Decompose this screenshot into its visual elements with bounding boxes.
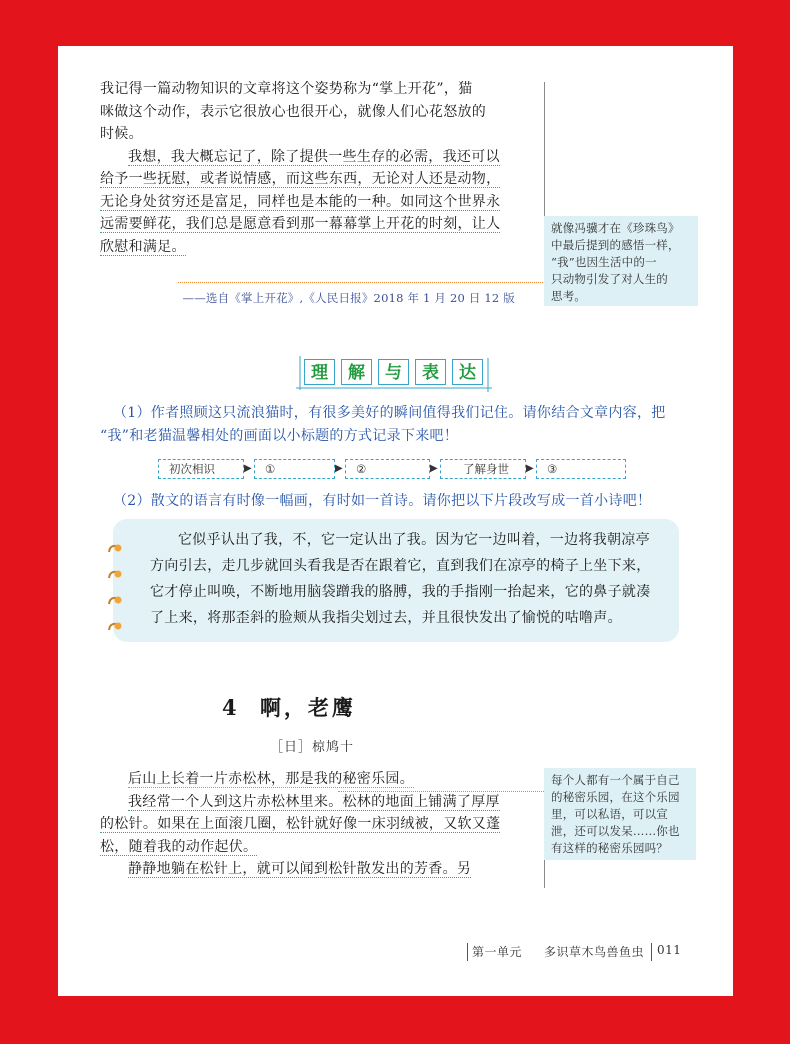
question-line: “我”和老猫温馨相处的画面以小标题的方式记录下来吧！ [100,428,459,444]
note-line: 就像冯骥才在《珍珠鸟》 [551,221,680,235]
passage-line: 无论身处贫穷还是富足，同样也是本能的一种。如同这个世界永 [100,193,501,210]
page-number: 011 [657,943,682,957]
section-char: 解 [341,359,372,385]
flow-chart [58,459,733,481]
flow-arrow: ▶ [430,463,438,474]
question-2: （2）散文的语言有时像一幅画，有时如一首诗。请你把以下片段改写成一首小诗吧！ [113,493,652,509]
card-line: 它似乎认出了我，不，它一定认出了我。因为它一边叫着，一边将我朝凉亭 [178,532,650,548]
passage-line: 松，随着我的动作起伏。 [100,838,258,855]
binder-ring-icon [107,595,123,607]
passage-line: 的松针。如果在上面滚几圈，松针就好像一床羽绒被，又软又蓬 [100,816,501,832]
card-line: 它才停止叫唤，不断地用脑袋蹭我的胳膊，我的手指刚一抬起来，它的鼻子就凑 [150,584,651,600]
side-note-upper [544,216,698,306]
passage-line: 后山上长着一片赤松林，那是我的秘密乐园。 [128,771,414,787]
flow-arrow: ▶ [526,463,534,474]
passage-line: 咪做这个动作，表示它很放心也很开心，就像人们心花怒放的 [100,103,487,120]
lesson-author: ［日］椋鸠十 [270,740,355,755]
note-line: 思考。 [551,289,587,303]
passage-line: 远需要鲜花，我们总是愿意看到那一幕幕掌上开花的时刻，让人 [100,216,501,232]
section-char: 理 [304,359,335,385]
footer-divider [467,943,468,961]
flow-step: ② [345,459,430,479]
textbook-page [58,46,733,996]
passage-line: 我想，我大概忘记了，除了提供一些生存的必需，我还可以 [128,148,500,165]
flow-step: ③ [536,459,626,479]
question-1 [100,402,713,448]
note-line: 的秘密乐园，在这个乐园 [551,790,680,804]
passage-line: 欣慰和满足。 [100,238,186,255]
passage-card [113,519,679,642]
flow-step: ① [254,459,335,479]
section-char: 达 [452,359,483,385]
upper-passage [100,78,540,258]
passage-line: 我记得一篇动物知识的文章将这个姿势称为“掌上开花”，猫 [100,81,473,97]
note-line: 只动物引发了对人生的 [551,272,668,286]
binder-ring-icon [107,543,123,555]
flow-step: 了解身世 [440,459,526,479]
passage-line: 静静地躺在松针上，就可以闻到松针散发出的芳香。另 [128,861,472,877]
binder-ring-icon [107,621,123,633]
flow-step: 初次相识 [158,459,244,479]
footer-unit-title: 多识草木鸟兽鱼虫 [544,945,645,959]
passage-line: 时候。 [100,126,143,142]
passage-line: 我经常一个人到这片赤松林里来。松林的地面上铺满了厚厚 [128,793,500,810]
note-line: 里，可以私语，可以宣 [551,807,668,821]
lesson-title [222,692,356,722]
leader-line [178,282,545,283]
side-note-lesson [544,768,696,860]
lesson-passage [100,768,540,881]
source-citation: ——选自《掌上开花》,《人民日报》2018 年 1 月 20 日 12 版 [182,291,515,305]
section-header [296,356,492,392]
footer-divider [651,943,652,961]
flow-arrow: ▶ [244,463,252,474]
note-line: 有这样的秘密乐园吗？ [551,841,668,855]
binder-ring-icon [107,569,123,581]
lesson-title-text: 啊，老鹰 [259,695,356,720]
passage-line: 给予一些抚慰，或者说情感，而这些东西，无论对人还是动物， [100,171,501,187]
note-line: “我”也因生活中的一 [551,255,657,269]
question-line: （1）作者照顾这只流浪猫时，有很多美好的瞬间值得我们记住。请你结合文章内容，把 [113,405,666,421]
footer-unit: 第一单元 [472,945,523,959]
note-line: 泄，还可以发呆……你也 [551,824,680,838]
lesson-number: 4 [222,695,240,720]
flow-arrow: ▶ [335,463,343,474]
card-line: 了上来，将那歪斜的脸颊从我指尖划过去，并且很快发出了愉悦的咕噜声。 [150,610,622,626]
note-line: 中最后提到的感悟一样， [551,238,680,252]
section-char: 与 [378,359,409,385]
leader-line [338,791,544,792]
section-char: 表 [415,359,446,385]
card-text [150,527,675,631]
note-line: 每个人都有一个属于自己 [551,773,680,787]
card-line: 方向引去，走几步就回头看我是否在跟着它，直到我们在凉亭的椅子上坐下来， [150,558,651,574]
